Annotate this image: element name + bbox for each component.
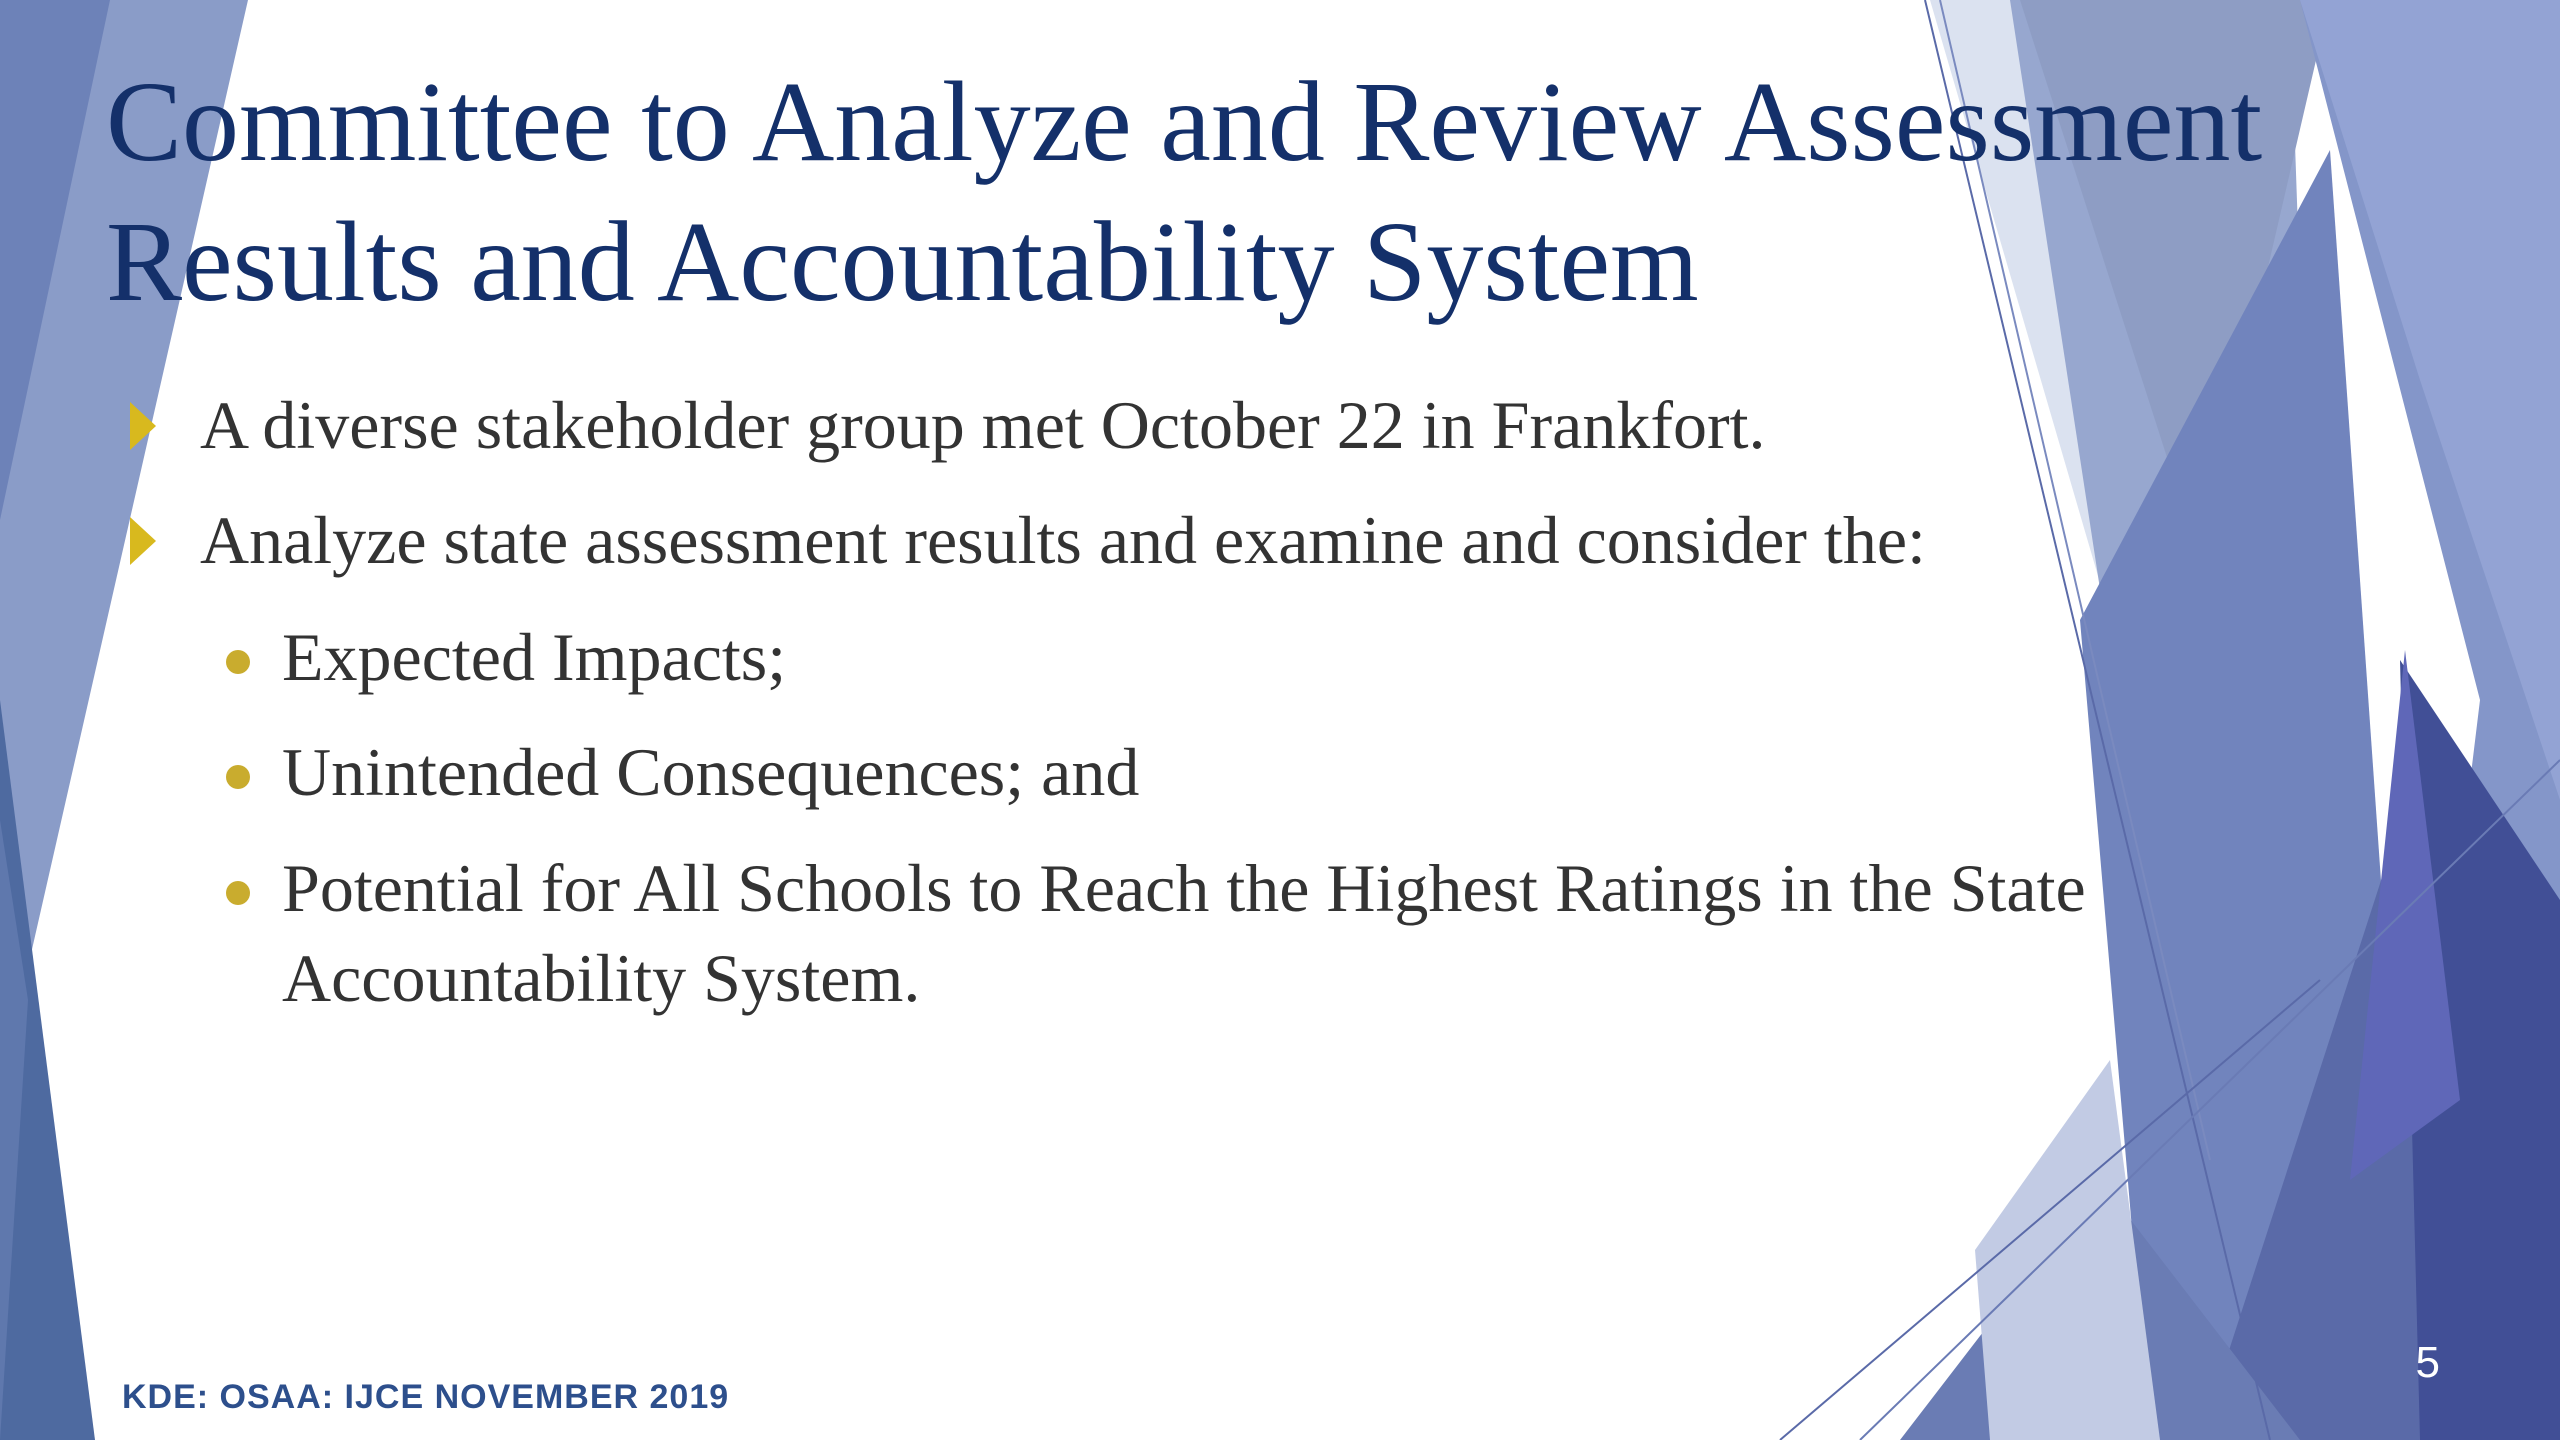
- bullet-text: A diverse stakeholder group met October 22 in Frankfort.: [200, 387, 1766, 463]
- triangle-bullet-icon: [130, 517, 156, 565]
- bullet-item: [200, 380, 2160, 470]
- sub-bullet-text: Expected Impacts;: [282, 619, 787, 695]
- dot-bullet-icon: [226, 765, 250, 789]
- sub-bullet-item: [282, 727, 2162, 817]
- sub-bullet-item: [282, 612, 2162, 702]
- dot-bullet-icon: [226, 650, 250, 674]
- bullet-text: Analyze state assessment results and examine and consider the:: [200, 502, 1926, 578]
- slide-footer: KDE: OSAA: IJCE NOVEMBER 2019: [122, 1378, 730, 1416]
- triangle-bullet-icon: [130, 402, 156, 450]
- sub-bullet-item: [282, 843, 2162, 1023]
- sub-bullet-text: Potential for All Schools to Reach the Highest Ratings in the State Accountability System.: [282, 850, 2086, 1016]
- page-number: 5: [2415, 1338, 2440, 1387]
- dot-bullet-icon: [226, 881, 250, 905]
- slide-title: Committee to Analyze and Review Assessment Results and Accountability System: [106, 58, 2263, 325]
- bullet-item: [200, 495, 2160, 585]
- sub-bullet-text: Unintended Consequences; and: [282, 734, 1140, 810]
